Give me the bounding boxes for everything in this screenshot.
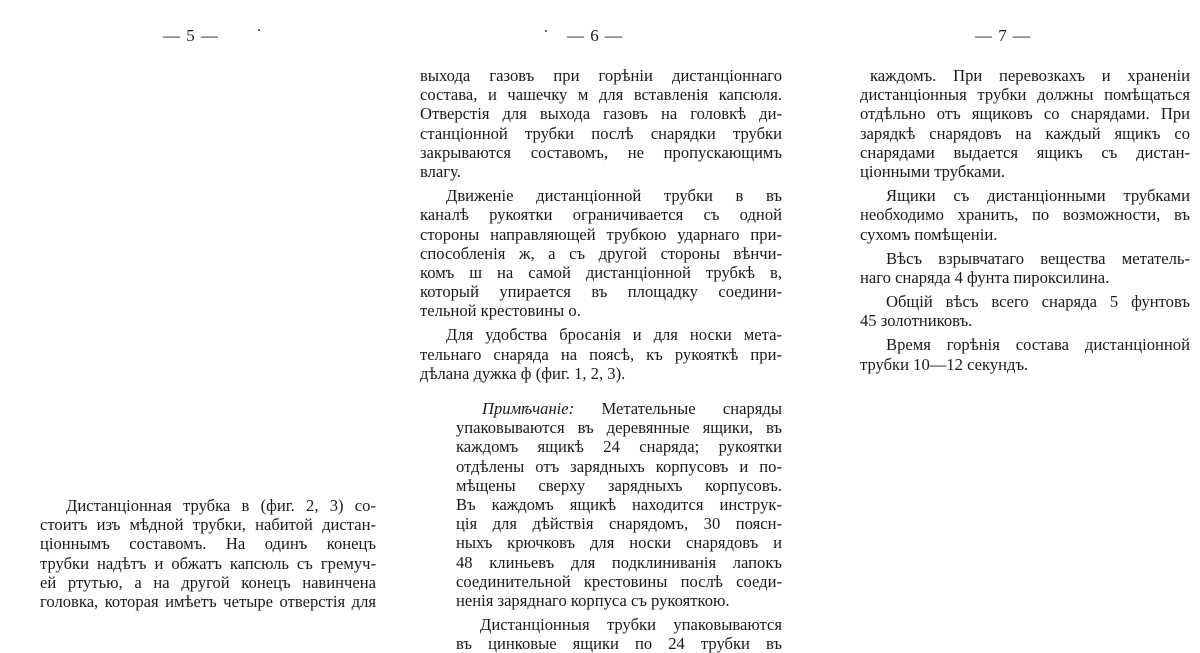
text-line: снарядами выдается ящикъ съ дистан- [860,142,1190,162]
text-line: въ цинковые ящики по 24 трубки въ [456,634,782,653]
print-speck [258,29,260,31]
paragraph [860,292,1190,330]
text-line: ціонными трубками. [860,161,1005,181]
text-line: Вѣсъ взрывчатаго вещества метатель- [886,248,1190,268]
text-line: Движеніе дистанціонной трубки в въ [446,186,782,206]
text-line: отдѣлены отъ зарядныхъ корпусовъ и по- [456,456,782,476]
print-speck [545,30,547,32]
text-line: дѣлана дужка ф (фиг. 1, 2, 3). [420,363,626,383]
text-line: Время горѣнія состава дистанціонной [886,335,1190,355]
text-line: сухомъ помѣщеніи. [860,224,998,244]
paragraph [420,66,782,181]
text-line: тельнаго снаряда на поясѣ, къ рукояткѣ при- [420,344,782,364]
text-line: ціоннымъ составомъ. На одинъ конецъ [40,534,376,554]
text-line: состава, и чашечку м для вставленія капсюля. [420,85,782,105]
text-line: стороны направляющей трубкою ударнаго при- [420,224,782,244]
text-line: Метательные снаряды [601,399,782,418]
text-line: каналѣ рукоятки ограничивается съ одной [420,205,782,225]
text-line: который упирается въ площадку соедини- [420,282,782,302]
page-7-text [860,66,1190,374]
text-line: трубки 10—12 секундъ. [860,354,1029,374]
page-number-6: — 6 — [567,26,623,45]
page-6-text [420,66,782,653]
text-line: отдѣльно отъ ящиковъ со снарядами. При [860,104,1190,124]
text-line: влагу. [420,161,461,181]
text-line: ція для дѣйствія снарядомъ, 30 поясн- [456,514,782,534]
text-line: Дистанціонныя трубки упаковываются [480,615,782,635]
text-line: каждомъ. При перевозкахъ и храненіи [870,66,1190,85]
text-line: каждомъ ящикѣ 24 снаряда; рукоятки [456,437,782,457]
text-line: ей ртутью, а на другой конецъ навинчена [40,572,376,592]
text-line: дистанціонныя трубки должны помѣщаться [860,85,1190,105]
paragraph [420,186,782,320]
text-line: комъ ш на самой дистанціонной трубкѣ в, [420,262,782,282]
text-line: 48 клиньевъ для подклиниванія лапокъ [456,552,782,572]
text-line: Въ каждомъ ящикѣ находится инструк- [456,494,782,514]
text-line: соединительной крестовины послѣ соеди- [456,571,782,591]
paragraph [420,615,782,653]
text-line: тельной крестовины о. [420,301,581,321]
text-line: трубки надѣтъ и обжатъ капсюль съ гремуч- [40,553,376,573]
text-line: Общій вѣсъ всего снаряда 5 фунтовъ [886,292,1190,312]
text-line: необходимо хранить, по возможности, въ [860,205,1190,225]
text-line: зарядкѣ снарядовъ на каждый ящикъ со [860,123,1190,143]
note-first-line [420,399,782,418]
text-line: упаковываются въ деревянные ящики, въ [456,418,782,438]
text-line: выхода газовъ при горѣніи дистанціоннаго [420,66,782,85]
paragraph [420,325,782,383]
text-line: станціонной трубки послѣ снарядки трубки [420,123,782,143]
text-line: наго снаряда 4 фунта пироксилина. [860,267,1110,287]
text-line: Отверстія для выхода газовъ на головкѣ ди- [420,104,782,124]
note-label: Примѣчаніе: [482,399,575,418]
text-line: Для удобства бросанія и для носки мета- [446,325,782,345]
note [420,399,782,610]
text-line: 45 золотниковъ. [860,311,973,331]
page-number-7: — 7 — [975,26,1031,45]
text-line: головка, которая имѣетъ четыре отверстія для [40,591,376,611]
text-line: стоитъ изъ мѣдной трубки, набитой дистан- [40,515,376,535]
paragraph [860,335,1190,373]
text-line: способленія ж, а съ другой стороны вѣнчи- [420,243,782,263]
paragraph [860,186,1190,244]
page-number-5: — 5 — [163,26,219,45]
page-5-text [40,496,376,611]
text-line: Ящики съ дистанціонными трубками [886,186,1190,206]
paragraph [860,249,1190,287]
text-line: ненія заряднаго корпуса съ рукояткою. [456,590,730,610]
text-line: мѣщены сверху зарядныхъ корпусовъ. [456,475,782,495]
text-line: закрываются составомъ, не пропускающимъ [420,142,782,162]
text-line: ныхъ крючковъ для носки снарядовъ и [456,533,782,553]
text-line: Дистанціонная трубка в (фиг. 2, 3) со- [66,496,376,515]
paragraph [860,66,1190,181]
